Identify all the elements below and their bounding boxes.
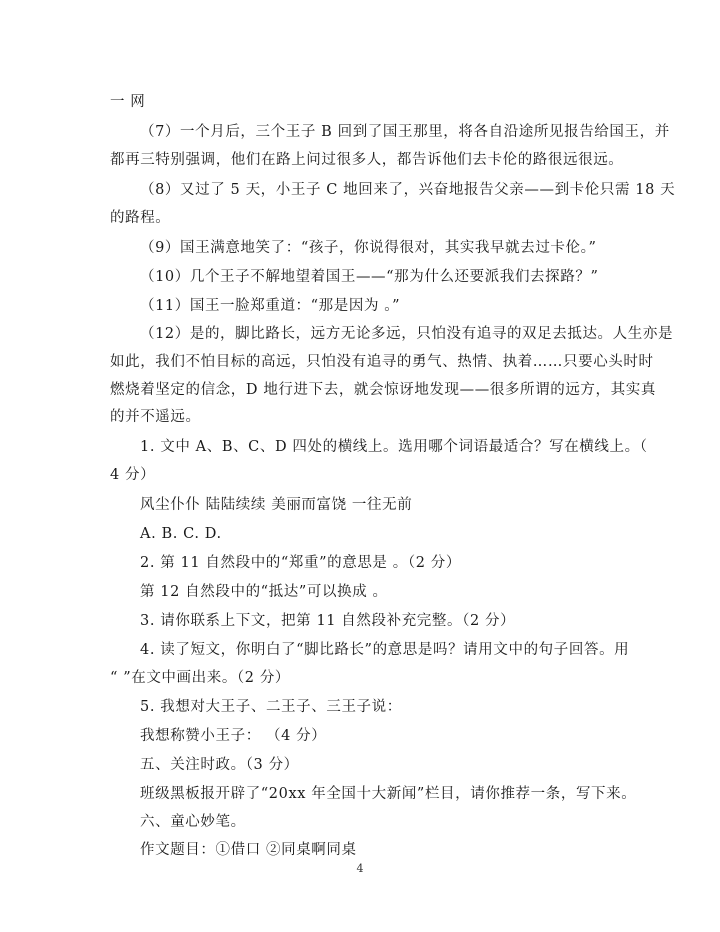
question-5: 5. 我想对大王子、二王子、三王子说： (140, 699, 402, 715)
question-4-line-1: 4. 读了短文，你明白了“脚比路长”的意思是吗？请用文中的句子回答。用 (140, 642, 630, 658)
word-options: 风尘仆仆 陆陆续续 美丽而富饶 一往无前 (140, 497, 413, 513)
question-1-line-1: 1. 文中 A、B、C、D 四处的横线上。选用哪个词语最适合？写在横线上。（ (140, 439, 648, 455)
paragraph-12-line-3: 燃烧着坚定的信念，D 地行进下去，就会惊讶地发现——很多所谓的远方，其实真 (110, 382, 656, 398)
question-5-part-2: 我想称赞小王子： （4 分） (140, 728, 327, 744)
paragraph-8-line-2: 的路程。 (110, 210, 171, 226)
section-5-heading: 五、关注时政。（3 分） (140, 757, 299, 773)
essay-topics: 作文题目：①借口 ②同桌啊同桌 (140, 842, 357, 858)
paragraph-12-line-4: 的并不遥远。 (110, 409, 201, 425)
section-6-heading: 六、童心妙笔。 (140, 814, 246, 830)
question-4-line-2: “ ”在文中画出来。（2 分） (110, 670, 291, 686)
paragraph-12-line-2: 如此，我们不怕目标的高远，只怕没有追寻的勇气、热情、执着……只要心头时时 (110, 354, 654, 370)
paragraph-7-line-2: 都再三特别强调，他们在路上问过很多人，都告诉他们去卡伦的路很远很远。 (110, 152, 624, 168)
fragment-line: 一 网 (110, 94, 146, 110)
question-2-part-2: 第 12 自然段中的“抵达”可以换成 。 (140, 584, 388, 600)
paragraph-7-line-1: （7）一个月后，三个王子 B 回到了国王那里，将各自沿途所见报告给国王，并 (140, 124, 670, 140)
section-5-prompt: 班级黑板报开辟了“20xx 年全国十大新闻”栏目，请你推荐一条，写下来。 (140, 786, 637, 802)
paragraph-8-line-1: （8）又过了 5 天，小王子 C 地回来了，兴奋地报告父亲——到卡伦只需 18 天 (140, 182, 676, 198)
question-3: 3. 请你联系上下文，把第 11 自然段补充完整。（2 分） (140, 613, 516, 629)
paragraph-9: （9）国王满意地笑了：“孩子，你说得很对，其实我早就去过卡伦。” (140, 240, 597, 256)
question-1-line-2: 4 分） (110, 467, 156, 483)
paragraph-11: （11）国王一脸郑重道：“那是因为 。” (140, 298, 401, 314)
page-number: 4 (356, 862, 364, 875)
paragraph-12-line-1: （12）是的，脚比路长，远方无论多远，只怕没有追寻的双足去抵达。人生亦是 (140, 326, 674, 342)
answer-blanks-abcd: A. B. C. D. (140, 526, 222, 542)
paragraph-10: （10）几个王子不解地望着国王——“那为什么还要派我们去探路？” (140, 269, 599, 285)
question-2: 2. 第 11 自然段中的“郑重”的意思是 。（2 分） (140, 555, 461, 571)
